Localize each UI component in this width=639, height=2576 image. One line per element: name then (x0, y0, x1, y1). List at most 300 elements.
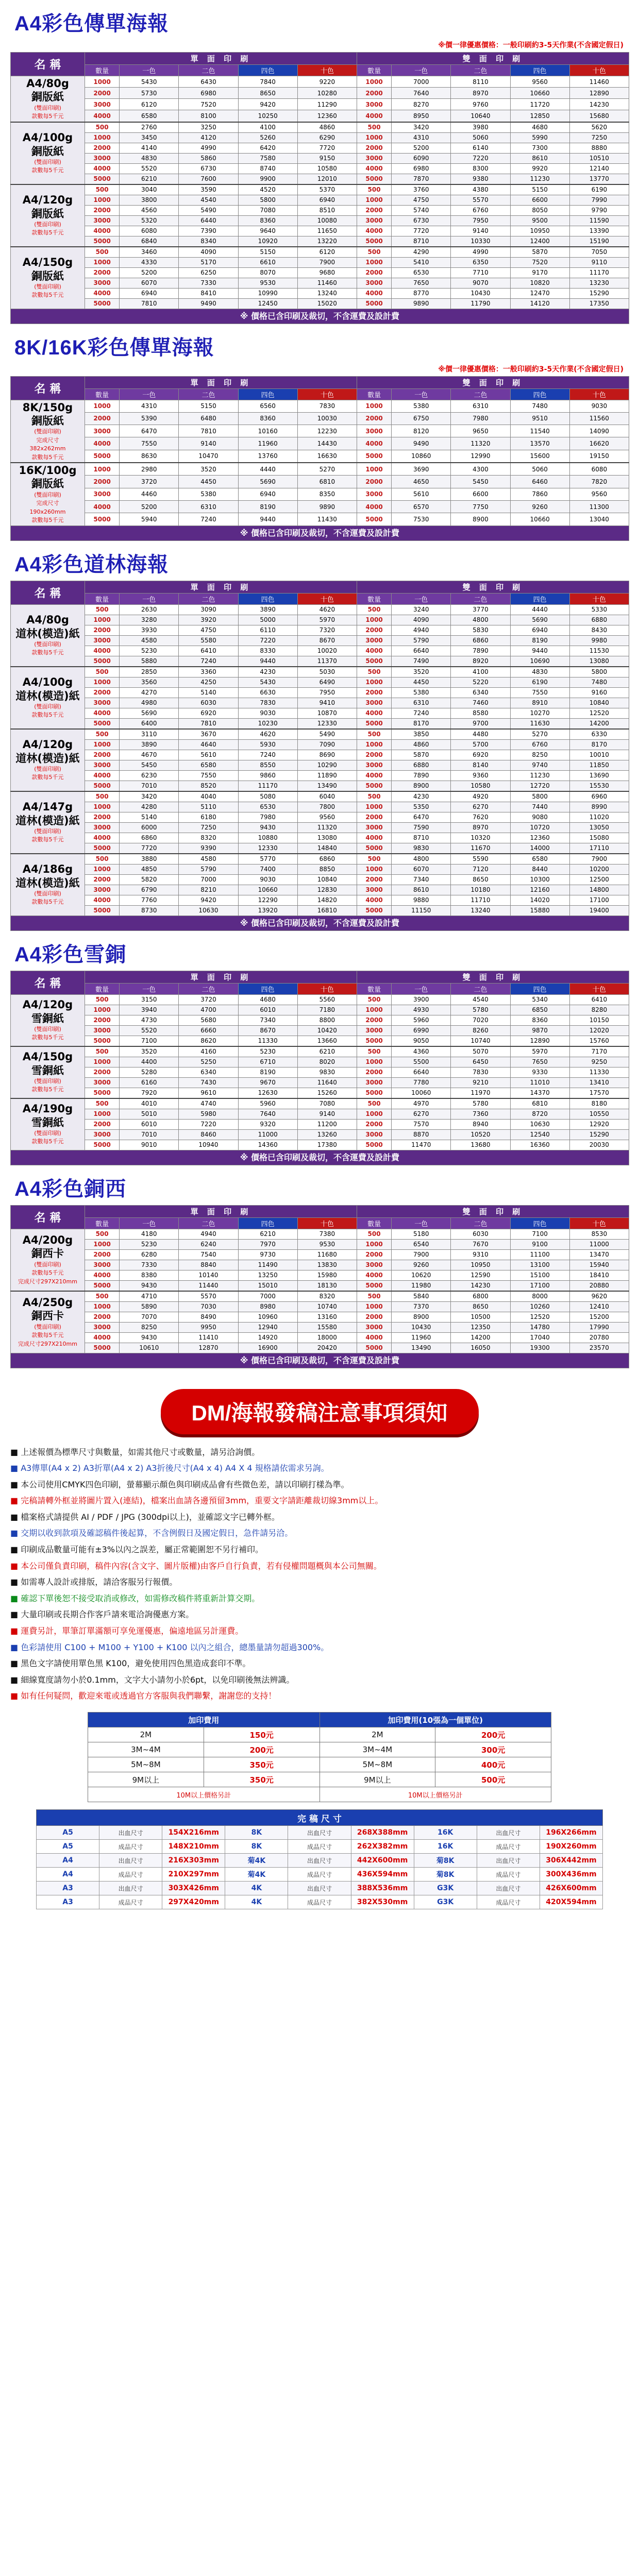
price-cell: 4230 (392, 791, 451, 802)
price-row (11, 822, 629, 833)
price-cell: 8300 (451, 163, 510, 174)
size-cell: 300X436mm (540, 1868, 602, 1882)
price-cell: 10660 (510, 88, 569, 99)
quantity-cell: 5000 (85, 781, 120, 791)
quantity-cell: 500 (85, 184, 120, 195)
price-cell: 7540 (179, 1249, 238, 1260)
price-cell: 11020 (569, 812, 629, 822)
quantity-cell: 2000 (357, 205, 391, 215)
quantity-cell: 1000 (85, 864, 120, 874)
price-cell: 12450 (238, 298, 297, 309)
price-cell: 6470 (120, 425, 179, 437)
price-cell: 7810 (179, 425, 238, 437)
quantity-cell: 3000 (85, 1260, 120, 1270)
product-paper: 銅版紙 (31, 414, 64, 427)
price-cell: 2850 (120, 667, 179, 677)
quantity-cell: 5000 (85, 513, 120, 526)
price-cell: 5410 (392, 257, 451, 267)
price-cell: 16630 (297, 450, 357, 463)
quantity-cell: 1000 (85, 195, 120, 205)
price-cell: 2980 (120, 463, 179, 476)
quantity-cell: 500 (85, 247, 120, 258)
column-header: 四色 (238, 1217, 297, 1229)
price-cell: 10230 (238, 718, 297, 729)
single-side-header: 單 面 印 刷 (85, 1205, 357, 1217)
price-cell: 6280 (120, 1249, 179, 1260)
price-cell: 5430 (238, 677, 297, 687)
price-cell: 7460 (451, 698, 510, 708)
price-row (11, 812, 629, 822)
price-cell: 11460 (569, 76, 629, 88)
quantity-cell: 3000 (357, 1322, 391, 1332)
price-cell: 4100 (238, 122, 297, 133)
price-cell: 19150 (569, 450, 629, 463)
column-name-header: 名 稱 (11, 971, 85, 994)
price-cell: 6580 (179, 760, 238, 770)
price-cell: 15760 (569, 1036, 629, 1046)
price-cell: 5770 (238, 854, 297, 865)
quantity-cell: 5000 (357, 513, 391, 526)
quantity-cell: 1000 (357, 463, 391, 476)
price-cell: 10620 (392, 1270, 451, 1280)
price-cell: 4620 (297, 604, 357, 615)
size-cell: 8K (225, 1840, 288, 1854)
price-cell: 13220 (297, 236, 357, 247)
price-cell: 20880 (569, 1280, 629, 1291)
price-row (11, 843, 629, 854)
price-cell: 8360 (238, 412, 297, 425)
price-cell: 6760 (510, 739, 569, 750)
product-name: A4/190g (22, 1103, 73, 1115)
price-cell: 23570 (569, 1343, 629, 1353)
price-row (11, 646, 629, 656)
quantity-cell: 2000 (357, 143, 391, 153)
product-paper: 雪銅紙 (31, 1012, 64, 1025)
size-row (37, 1854, 603, 1868)
price-row (11, 215, 629, 226)
price-cell: 7720 (297, 143, 357, 153)
price-cell: 6880 (569, 615, 629, 625)
price-cell: 9150 (297, 153, 357, 163)
price-cell: 7520 (510, 257, 569, 267)
price-cell: 7240 (238, 750, 297, 760)
price-cell: 7440 (510, 802, 569, 812)
size-cell: 成品尺寸 (288, 1840, 351, 1854)
price-cell: 4920 (451, 791, 510, 802)
table-footer-note: ※ 價格已含印刷及裁切，不含運費及設計費 (11, 309, 629, 324)
size-row (37, 1840, 603, 1854)
price-cell: 5780 (451, 1005, 510, 1015)
price-cell: 9890 (297, 500, 357, 513)
price-cell: 6210 (297, 1046, 357, 1057)
price-cell: 7670 (451, 1239, 510, 1249)
price-cell: 10290 (297, 760, 357, 770)
column-header: 一色 (120, 593, 179, 604)
size-row (37, 1826, 603, 1840)
price-cell: 8140 (451, 760, 510, 770)
price-cell: 12920 (569, 1119, 629, 1129)
price-row (11, 513, 629, 526)
price-cell: 8670 (297, 635, 357, 646)
price-cell: 13920 (238, 905, 297, 916)
column-header: 一色 (120, 388, 179, 400)
notice-line: ■ 完稿請轉外框並將圖片置入(連結)，檔案出血請各邊預留3mm，重要文字請距離裁切線3mm以上。 (10, 1496, 383, 1506)
product-note: 款數每5千元 (31, 167, 64, 174)
price-cell: 8250 (510, 750, 569, 760)
price-cell: 5110 (179, 802, 238, 812)
price-cell: 7220 (238, 635, 297, 646)
price-cell: 6450 (451, 1057, 510, 1067)
price-cell: 7810 (120, 298, 179, 309)
price-cell: 7120 (451, 864, 510, 874)
price-cell: 5570 (451, 195, 510, 205)
price-table (10, 1205, 629, 1368)
price-row (11, 476, 629, 488)
size-cell: 262X382mm (351, 1840, 414, 1854)
price-cell: 10150 (569, 1015, 629, 1025)
price-cell: 5450 (451, 476, 510, 488)
price-cell: 4250 (179, 677, 238, 687)
price-cell: 7000 (238, 1291, 297, 1302)
product-name: A4/120g (22, 738, 73, 751)
price-cell: 13570 (510, 437, 569, 450)
price-row (11, 1077, 629, 1088)
price-cell: 8580 (451, 708, 510, 718)
price-table (10, 581, 629, 931)
size-cell: 成品尺寸 (288, 1868, 351, 1882)
price-cell: 4300 (451, 463, 510, 476)
price-cell: 13410 (569, 1077, 629, 1088)
price-cell: 9900 (238, 174, 297, 184)
price-cell: 5200 (120, 500, 179, 513)
price-cell: 9490 (392, 437, 451, 450)
product-name: 16K/100g (19, 464, 77, 477)
quantity-cell: 5000 (357, 1343, 391, 1353)
price-cell: 6940 (120, 288, 179, 298)
price-cell: 9620 (569, 1291, 629, 1302)
fee-cell: 9M以上 (320, 1772, 435, 1787)
price-cell: 4740 (179, 1098, 238, 1109)
size-row (37, 1882, 603, 1895)
size-cell: 190X260mm (540, 1840, 602, 1854)
price-cell: 12940 (238, 1322, 297, 1332)
column-header: 四色 (238, 65, 297, 76)
price-cell: 8340 (179, 236, 238, 247)
price-cell: 9440 (238, 656, 297, 667)
quantity-cell: 4000 (85, 288, 120, 298)
price-table (10, 971, 629, 1165)
price-cell: 5960 (238, 1098, 297, 1109)
quantity-cell: 2000 (85, 267, 120, 278)
quantity-cell: 3000 (357, 425, 391, 437)
price-cell: 13830 (297, 1260, 357, 1270)
price-cell: 14360 (238, 1140, 297, 1150)
column-header: 十色 (569, 593, 629, 604)
price-cell: 14820 (297, 895, 357, 905)
quantity-cell: 4000 (357, 1270, 391, 1280)
quantity-cell: 5000 (85, 174, 120, 184)
price-cell: 7170 (569, 1046, 629, 1057)
price-cell: 8880 (569, 143, 629, 153)
size-row (37, 1895, 603, 1909)
price-cell: 4560 (120, 205, 179, 215)
price-cell: 16620 (569, 437, 629, 450)
price-cell: 5080 (238, 791, 297, 802)
column-header: 二色 (451, 1217, 510, 1229)
price-cell: 7860 (510, 488, 569, 500)
product-paper: 銅版紙 (31, 91, 64, 104)
product-note: 款數每5千元 (31, 453, 64, 461)
price-cell: 10940 (179, 1140, 238, 1150)
quantity-cell: 1000 (85, 802, 120, 812)
notice-line: ■ 如有任何疑問，歡迎來電或透過官方客服與我們聯繫，謝謝您的支持！ (10, 1691, 277, 1701)
price-cell: 11100 (510, 1249, 569, 1260)
price-cell: 15260 (297, 1088, 357, 1098)
quantity-cell: 1000 (85, 1109, 120, 1119)
price-cell: 10740 (297, 1301, 357, 1312)
price-cell: 4540 (179, 195, 238, 205)
price-cell: 6190 (569, 184, 629, 195)
column-header: 四色 (238, 983, 297, 994)
price-cell: 8900 (392, 1312, 451, 1322)
quantity-cell: 5000 (357, 656, 391, 667)
quantity-cell: 2000 (85, 625, 120, 635)
price-cell: 14800 (569, 885, 629, 895)
price-cell: 5270 (510, 729, 569, 740)
price-cell: 3920 (179, 615, 238, 625)
price-cell: 5150 (238, 247, 297, 258)
price-cell: 9650 (451, 425, 510, 437)
price-cell: 9380 (451, 174, 510, 184)
price-cell: 10840 (297, 874, 357, 885)
quantity-cell: 4000 (357, 437, 391, 450)
price-row (11, 698, 629, 708)
quantity-cell: 3000 (85, 760, 120, 770)
reprint-fee-table (88, 1712, 551, 1802)
price-cell: 5450 (120, 760, 179, 770)
notice-list (10, 1445, 629, 1704)
price-cell: 10520 (451, 1129, 510, 1140)
price-cell: 4830 (120, 153, 179, 163)
price-cell: 5690 (510, 615, 569, 625)
price-cell: 6470 (392, 812, 451, 822)
price-cell: 11960 (238, 437, 297, 450)
price-row (11, 205, 629, 215)
price-cell: 6030 (451, 1229, 510, 1239)
price-cell: 4450 (392, 677, 451, 687)
price-cell: 4710 (120, 1291, 179, 1302)
price-cell: 7830 (297, 400, 357, 412)
price-cell: 8530 (569, 1229, 629, 1239)
price-cell: 13690 (569, 770, 629, 781)
price-cell: 9140 (451, 226, 510, 236)
quantity-cell: 2000 (85, 750, 120, 760)
price-cell: 12830 (297, 885, 357, 895)
price-cell: 4670 (120, 750, 179, 760)
quantity-cell: 500 (357, 994, 391, 1005)
column-header: 十色 (569, 388, 629, 400)
price-cell: 15680 (569, 110, 629, 122)
price-cell: 6010 (238, 1005, 297, 1015)
price-cell: 7080 (238, 205, 297, 215)
price-row (11, 1343, 629, 1353)
quantity-cell: 1000 (85, 1239, 120, 1249)
price-cell: 8020 (297, 1057, 357, 1067)
price-cell: 7750 (451, 500, 510, 513)
column-header: 四色 (510, 1217, 569, 1229)
price-cell: 11960 (392, 1332, 451, 1343)
price-cell: 4540 (451, 994, 510, 1005)
price-cell: 5230 (238, 1046, 297, 1057)
price-row (11, 1025, 629, 1036)
price-cell: 5390 (120, 412, 179, 425)
price-cell: 11170 (238, 781, 297, 791)
price-cell: 6600 (510, 195, 569, 205)
price-cell: 4680 (238, 994, 297, 1005)
price-row (11, 412, 629, 425)
product-paper: 道林(模造)紙 (15, 876, 80, 889)
price-cell: 13660 (297, 1036, 357, 1046)
quantity-cell: 5000 (85, 450, 120, 463)
price-cell: 3040 (120, 184, 179, 195)
product-note: 款數每5千元 (31, 774, 64, 781)
size-cell: A3 (37, 1895, 99, 1909)
price-row (11, 635, 629, 646)
price-cell: 8970 (451, 822, 510, 833)
price-cell: 7780 (392, 1077, 451, 1088)
price-cell: 7390 (179, 226, 238, 236)
quantity-cell: 5000 (357, 1280, 391, 1291)
price-cell: 9950 (179, 1322, 238, 1332)
price-cell: 7980 (238, 812, 297, 822)
column-header: 數量 (85, 65, 120, 76)
notice-line: ■ 黑色文字請使用單色黑 K100，避免使用四色黑造成套印不準。 (10, 1658, 251, 1669)
price-cell: 17100 (510, 1280, 569, 1291)
price-cell: 10840 (569, 698, 629, 708)
size-cell: 成品尺寸 (99, 1868, 162, 1882)
price-cell: 5490 (179, 205, 238, 215)
column-header: 二色 (451, 593, 510, 604)
price-row (11, 132, 629, 143)
column-header: 二色 (179, 388, 238, 400)
column-header: 一色 (392, 593, 451, 604)
price-cell: 5890 (120, 1301, 179, 1312)
price-cell: 9320 (238, 1119, 297, 1129)
price-cell: 13160 (297, 1312, 357, 1322)
price-cell: 5870 (510, 247, 569, 258)
price-cell: 3690 (392, 463, 451, 476)
price-cell: 8520 (179, 781, 238, 791)
price-cell: 5830 (451, 625, 510, 635)
price-cell: 3520 (392, 667, 451, 677)
price-cell: 14000 (510, 843, 569, 854)
price-row (11, 143, 629, 153)
price-cell: 4580 (179, 854, 238, 865)
price-cell: 5060 (451, 132, 510, 143)
quantity-cell: 4000 (85, 646, 120, 656)
price-cell: 12410 (569, 1301, 629, 1312)
price-cell: 4100 (451, 667, 510, 677)
price-cell: 13100 (510, 1260, 569, 1270)
price-cell: 15020 (297, 298, 357, 309)
column-header: 數量 (85, 593, 120, 604)
quantity-cell: 3000 (357, 698, 391, 708)
price-cell: 20420 (297, 1343, 357, 1353)
quantity-cell: 2000 (85, 1249, 120, 1260)
size-cell: A4 (37, 1854, 99, 1868)
notice-line: ■ A3傳單(A4 x 2) A3折單(A4 x 2) A3折後尺寸(A4 x 4) A4 X 4 規格請依需求另詢。 (10, 1463, 329, 1473)
price-cell: 10920 (238, 236, 297, 247)
price-cell: 11980 (392, 1280, 451, 1291)
price-cell: 9560 (569, 488, 629, 500)
product-name-cell (11, 400, 85, 463)
quantity-cell: 4000 (85, 500, 120, 513)
quantity-cell: 1000 (357, 739, 391, 750)
column-header: 十色 (569, 65, 629, 76)
product-name-cell (11, 76, 85, 122)
table-footer-note: ※ 價格已含印刷及裁切，不含運費及設計費 (11, 526, 629, 540)
price-cell: 9420 (238, 99, 297, 110)
price-row (11, 687, 629, 698)
price-cell: 6140 (451, 143, 510, 153)
price-cell: 2760 (120, 122, 179, 133)
quantity-cell: 500 (357, 854, 391, 865)
column-header: 四色 (510, 388, 569, 400)
price-cell: 6420 (238, 143, 297, 153)
quantity-cell: 500 (85, 122, 120, 133)
price-cell: 5970 (297, 615, 357, 625)
price-cell: 5800 (238, 195, 297, 205)
price-cell: 4160 (179, 1046, 238, 1057)
price-row (11, 864, 629, 874)
price-cell: 7620 (451, 812, 510, 822)
price-cell: 7520 (179, 99, 238, 110)
price-row (11, 500, 629, 513)
quantity-cell: 1000 (357, 1301, 391, 1312)
price-cell: 5000 (238, 615, 297, 625)
price-cell: 6920 (179, 708, 238, 718)
quantity-cell: 500 (357, 1046, 391, 1057)
price-cell: 6350 (451, 257, 510, 267)
price-row (11, 760, 629, 770)
price-cell: 5740 (392, 205, 451, 215)
product-name-cell (11, 463, 85, 526)
price-row (11, 1332, 629, 1343)
fee-caption: 10M以上價格另計 (320, 1787, 551, 1802)
price-cell: 13230 (569, 278, 629, 288)
price-cell: 5180 (392, 1229, 451, 1239)
quantity-cell: 4000 (85, 437, 120, 450)
price-cell: 6070 (392, 864, 451, 874)
product-note: (雙面印刷) (34, 221, 61, 228)
price-cell: 7950 (297, 687, 357, 698)
table-footer-note: ※ 價格已含印刷及裁切，不含運費及設計費 (11, 916, 629, 930)
price-cell: 9730 (238, 1249, 297, 1260)
price-cell: 15290 (569, 288, 629, 298)
price-cell: 4480 (451, 729, 510, 740)
price-cell: 5610 (179, 750, 238, 760)
price-cell: 12630 (238, 1088, 297, 1098)
price-cell: 8650 (451, 874, 510, 885)
size-cell: G3K (414, 1882, 477, 1895)
price-cell: 9140 (179, 437, 238, 450)
price-cell: 10630 (179, 905, 238, 916)
quantity-cell: 4000 (357, 1332, 391, 1343)
quantity-cell: 2000 (357, 874, 391, 885)
price-cell: 11330 (569, 1067, 629, 1077)
price-cell: 13760 (238, 450, 297, 463)
quantity-cell: 5000 (85, 905, 120, 916)
